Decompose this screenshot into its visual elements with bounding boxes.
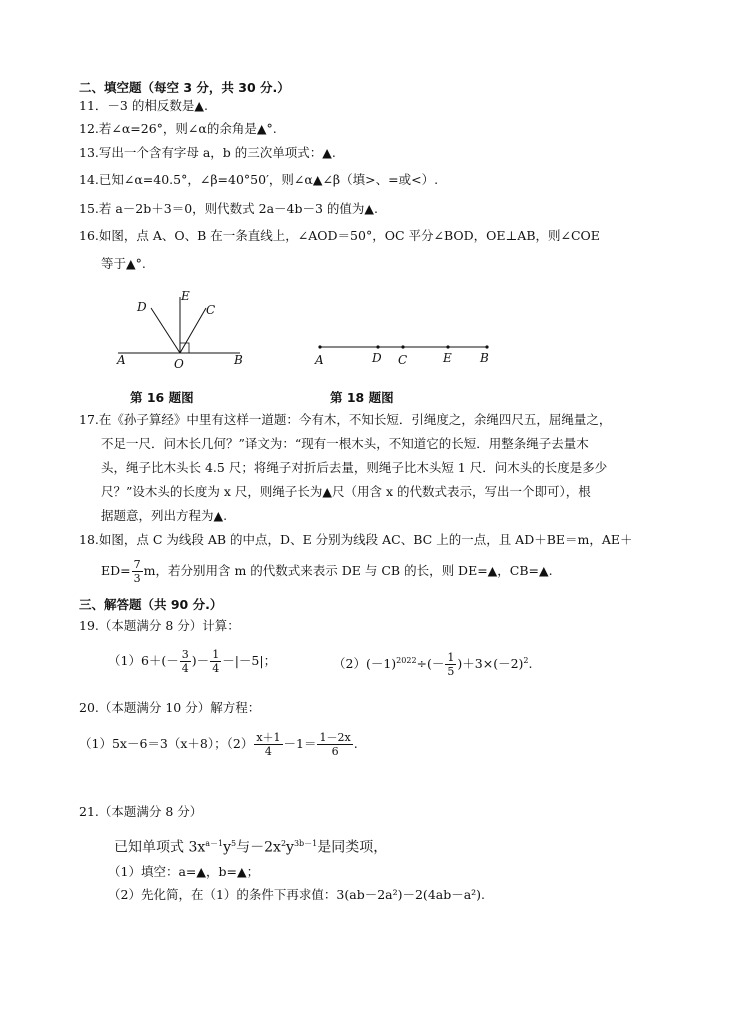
- q20-mid: －1＝: [283, 736, 317, 751]
- q18-line2-pre: ED=: [101, 563, 131, 578]
- question-21-heading: 21.（本题满分 8 分）: [79, 804, 203, 819]
- question-17-line-2: 不足一尺．问木长几何？”译文为：“现有一根木头，不知道它的长短．用整条绳子去量木: [101, 436, 589, 451]
- figure-18: [310, 335, 500, 375]
- fig16-label-e: E: [181, 289, 190, 303]
- q19-p2-post: )＋3×(－2): [457, 656, 524, 672]
- q19-p1-pre: （1）6＋(－: [108, 653, 179, 668]
- q19-p1-f1-den: 4: [181, 662, 189, 675]
- q19-p2-pre: （2）(－1): [333, 656, 397, 672]
- q19-p1-f2-num: 1: [212, 648, 220, 661]
- question-21-part-1: （1）填空：a=▲，b=▲；: [108, 864, 260, 879]
- q18-line2-post: m，若分别用含 m 的代数式来表示 DE 与 CB 的长，则 DE=▲，CB=▲.: [143, 563, 553, 578]
- q19-p1-f1-num: 3: [181, 648, 189, 661]
- question-18-line-1: 18.如图，点 C 为线段 AB 的中点，D、E 分别为线段 AC、BC 上的一点，且 AD＋BE＝m，AE＋: [79, 532, 633, 547]
- figure-16-caption: 第 16 题图: [130, 390, 194, 405]
- question-19-part-2: [333, 646, 532, 679]
- figure-18-caption: 第 18 题图: [330, 390, 394, 405]
- q19-p1-fraction-1: [180, 648, 191, 675]
- question-17-line-4: 尺？”设木头的长度为 x 尺，则绳子长为▲尺（用含 x 的代数式表示，写出一个即可），根: [101, 484, 591, 499]
- q21-post: 是同类项，: [317, 839, 388, 856]
- q19-p1-fraction-2: [210, 648, 221, 675]
- q21-exp-1: a－1: [205, 839, 224, 848]
- q19-p2-exponent: 2022: [396, 656, 417, 665]
- question-21-statement: [114, 834, 387, 858]
- fig16-label-c: C: [206, 303, 216, 317]
- fig16-label-b: B: [234, 353, 243, 367]
- question-17-line-3: 头，绳子比木头长 4.5 尺；将绳子对折后去量，则绳子比木头短 1 尺．问木头的长度是多少: [101, 460, 608, 475]
- fig18-label-e: E: [443, 351, 452, 365]
- q20-end: .: [353, 736, 358, 751]
- fig18-label-b: B: [480, 351, 489, 365]
- question-15: 15.若 a－2b＋3＝0，则代数式 2a－4b－3 的值为▲.: [79, 201, 379, 216]
- q20-part-1: （1）5x－6＝3（x＋8）；（2）: [79, 736, 254, 751]
- section-three-heading: 三、解答题（共 90 分.）: [79, 597, 223, 612]
- question-17-line-5: 据题意，列出方程为▲.: [101, 508, 228, 523]
- fig16-label-a: A: [117, 353, 126, 367]
- q21-y-1: y: [223, 839, 232, 856]
- q19-p2-f-den: 5: [447, 665, 455, 679]
- question-16-line-1: 16.如图，点 A、O、B 在一条直线上，∠AOD＝50°，OC 平分∠BOD，OE⊥AB，则∠COE: [79, 228, 600, 243]
- q18-fraction: [132, 558, 143, 585]
- question-20-equations: [79, 728, 358, 760]
- q21-pre: 已知单项式 3x: [114, 839, 206, 856]
- q21-y-2: y: [286, 839, 294, 856]
- question-18-line-2: [101, 556, 553, 586]
- q19-p2-end: .: [528, 656, 533, 672]
- q19-p2-f-num: 1: [447, 651, 455, 665]
- question-19-part-1: [108, 646, 276, 676]
- q20-f1-num: x＋1: [256, 731, 281, 744]
- question-12: 12.若∠α=26°，则∠α的余角是▲°.: [79, 121, 277, 136]
- q19-p1-f2-den: 4: [212, 662, 220, 675]
- q20-fraction-1: [254, 731, 282, 758]
- question-21-part-2: （2）先化简，在（1）的条件下再求值：3(ab－2a²)－2(4ab－a²).: [108, 887, 486, 902]
- question-20-heading: 20.（本题满分 10 分）解方程：: [79, 700, 261, 715]
- fig18-label-c: C: [398, 353, 408, 367]
- q19-p2-fraction: [445, 651, 456, 678]
- q21-exp-3: 2: [280, 839, 287, 848]
- q20-f2-den: 6: [331, 745, 339, 758]
- fig16-label-o: O: [174, 357, 184, 371]
- fig18-label-a: A: [315, 353, 324, 367]
- fig18-label-d: D: [372, 351, 382, 365]
- q19-p2-mid: ÷(－: [416, 656, 445, 672]
- question-16-line-2: 等于▲°.: [101, 256, 146, 271]
- question-19-heading: 19.（本题满分 8 分）计算：: [79, 618, 240, 633]
- fig16-label-d: D: [137, 300, 147, 314]
- figure-16: [110, 285, 260, 375]
- q21-exp-2: 5: [231, 839, 237, 848]
- q20-fraction-2: [317, 731, 352, 758]
- q21-exp-4: 3b－1: [293, 839, 318, 848]
- question-11: 11．－3 的相反数是▲.: [79, 98, 208, 113]
- q19-p1-post: －|－5|；: [222, 653, 277, 668]
- question-14: 14.已知∠α=40.5°，∠β=40°50′，则∠α▲∠β（填>、=或<）.: [79, 172, 439, 187]
- q21-mid: 与－2x: [236, 839, 281, 856]
- question-17-line-1: 17.在《孙子算经》中里有这样一道题：今有木，不知长短．引绳度之，余绳四尺五，屈绳量之，: [79, 412, 612, 427]
- q19-p1-mid: )－: [191, 653, 210, 668]
- q20-f2-num: 1－2x: [319, 731, 351, 744]
- question-13: 13.写出一个含有字母 a，b 的三次单项式：▲.: [79, 145, 336, 160]
- q20-f1-den: 4: [264, 745, 272, 758]
- q19-p2-exponent-2: 2: [523, 656, 529, 665]
- section-two-heading: 二、填空题（每空 3 分，共 30 分.）: [79, 80, 290, 95]
- q18-frac-den: 3: [133, 572, 141, 585]
- q18-frac-num: 7: [133, 558, 141, 571]
